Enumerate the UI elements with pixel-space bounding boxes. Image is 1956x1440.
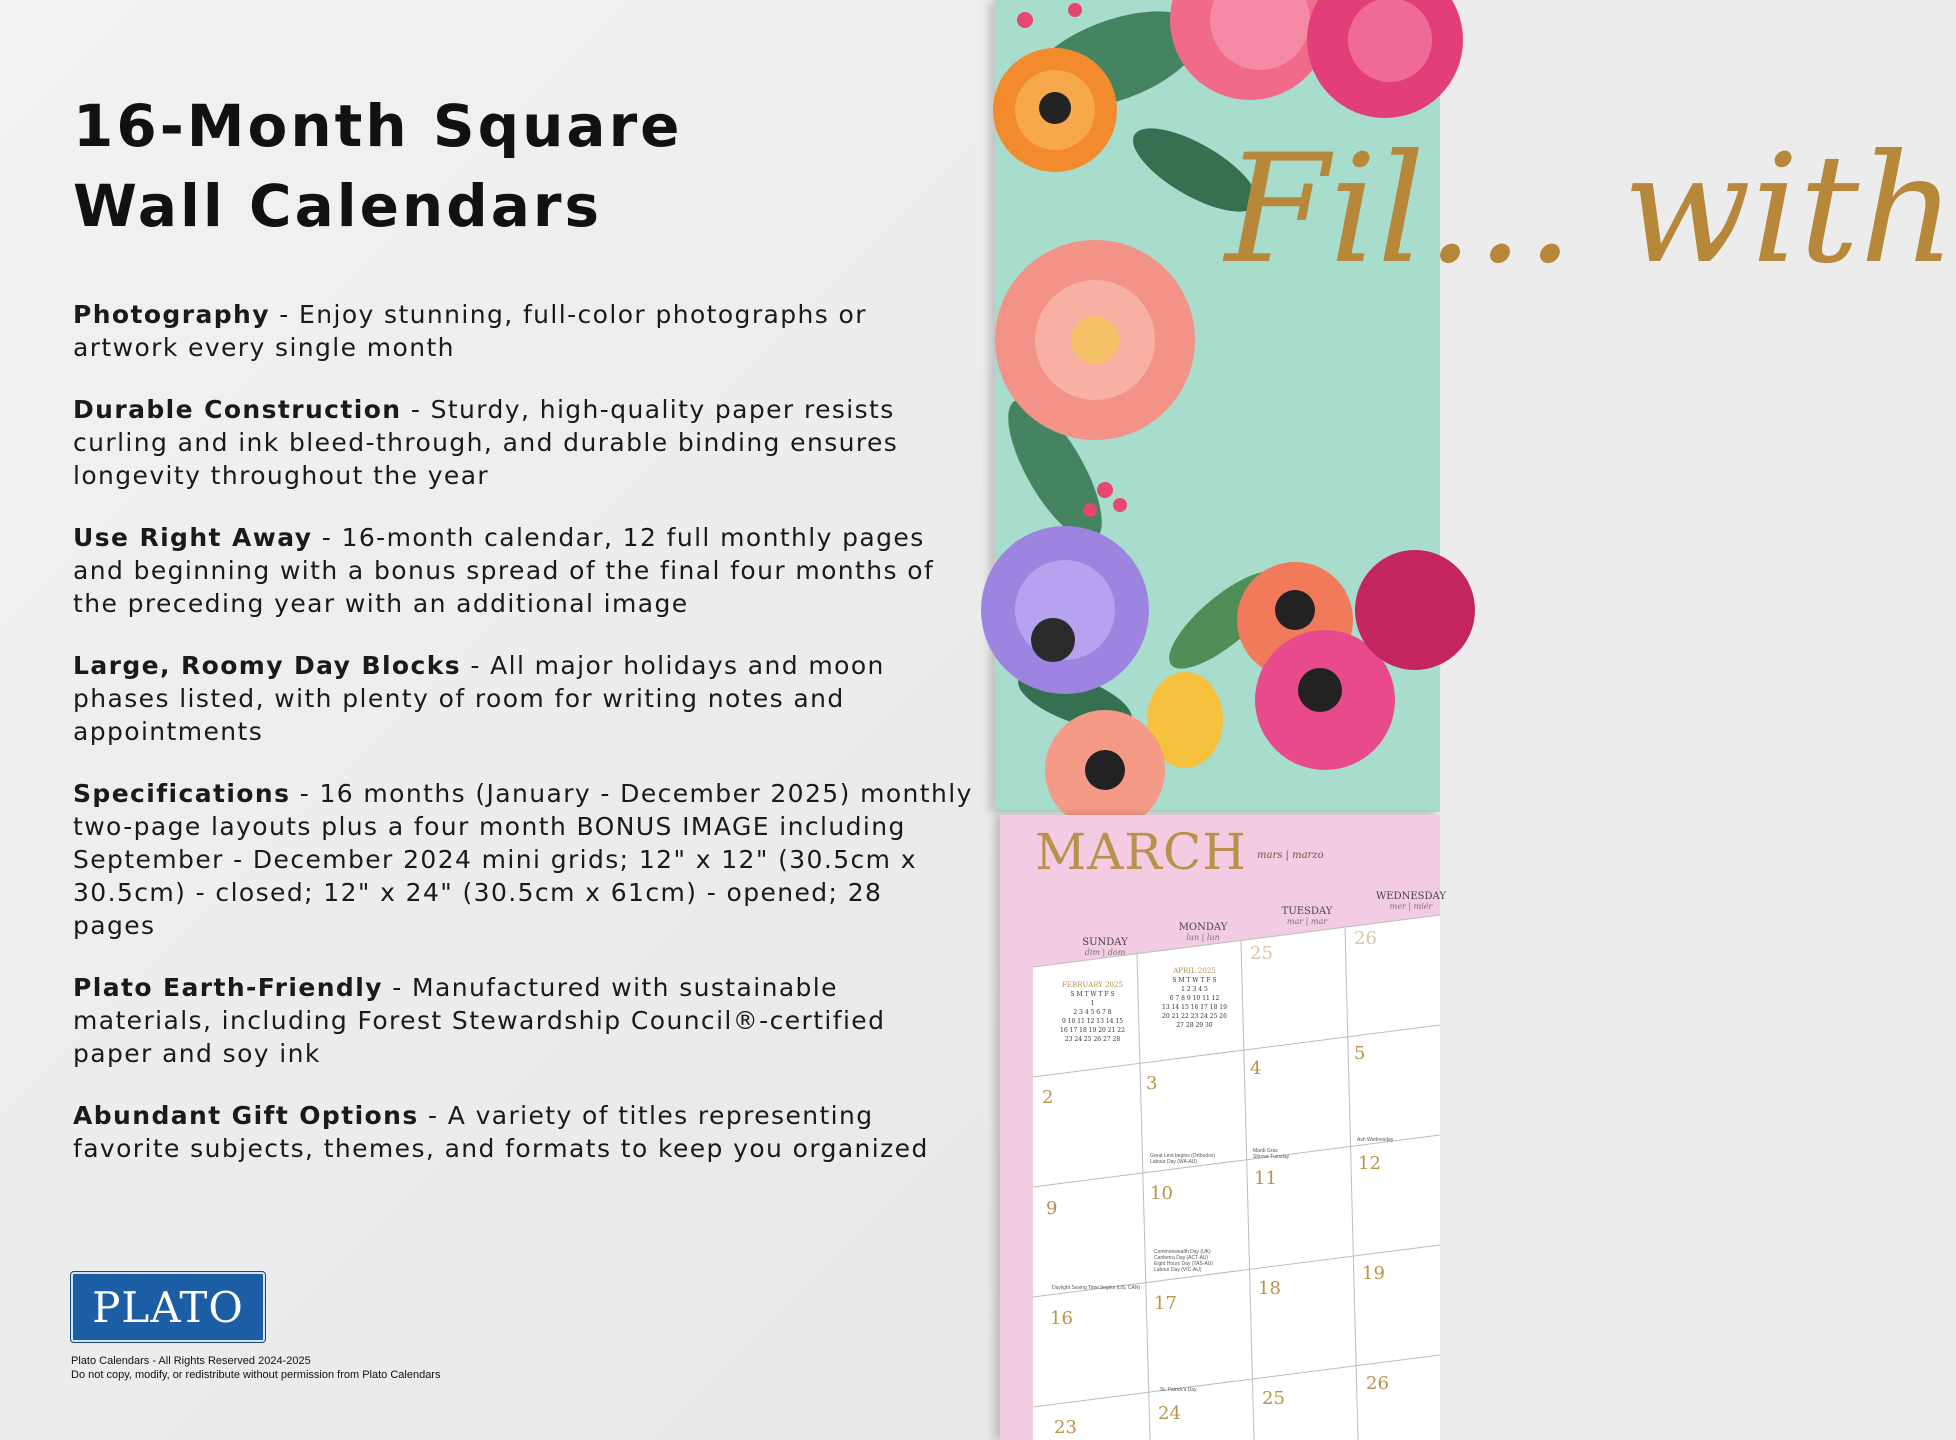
day-sub: mar | mar <box>1286 917 1328 926</box>
mini-header: S M T W T F S <box>1070 991 1115 998</box>
day-number: 26 <box>1354 928 1377 949</box>
calendar-image <box>985 0 1956 1440</box>
holiday-note: St. Patrick's Day <box>1160 1387 1197 1393</box>
day-name: WEDNESDAY <box>1376 891 1446 902</box>
day-number: 24 <box>1158 1403 1181 1424</box>
day-number: 9 <box>1046 1198 1058 1219</box>
month-subtitle: mars | marzo <box>1257 850 1324 861</box>
copyright-line-2: Do not copy, modify, or redistribute without permission from Plato Calendars <box>71 1369 441 1381</box>
mini-title: FEBRUARY 2025 <box>1062 981 1123 989</box>
day-number: 11 <box>1254 1168 1277 1189</box>
day-number: 23 <box>1054 1417 1077 1438</box>
feature-heading: Durable Construction <box>73 395 402 424</box>
holiday-note: Daylight Saving Time begins (US, CAN) <box>1052 1285 1141 1291</box>
day-number: 18 <box>1258 1278 1281 1299</box>
day-number: 5 <box>1354 1043 1366 1064</box>
feature-text: - 16-month calendar, 12 full monthly pages and beginning with a bonus spread of the final four months of the preceding year with an additional image <box>73 523 935 618</box>
feature-text: - All major holidays and moon phases listed, with plenty of room for writing notes and appointments <box>73 651 885 746</box>
feature-gift-options <box>73 1099 973 1165</box>
logo-text: PLATO <box>92 1282 244 1332</box>
mini-row: 6 7 8 9 10 11 12 <box>1169 995 1220 1002</box>
mini-title: APRIL 2025 <box>1173 967 1216 975</box>
day-number: 16 <box>1050 1308 1073 1329</box>
day-number: 17 <box>1154 1293 1177 1314</box>
day-name: TUESDAY <box>1281 906 1333 917</box>
feature-use-right-away <box>73 521 973 620</box>
holiday-note: Mardi Gras Shrove Tuesday <box>1253 1148 1290 1160</box>
mini-calendar-april <box>1152 967 1237 1030</box>
title-line-2: Wall Calendars <box>73 172 602 240</box>
day-number: 26 <box>1366 1373 1389 1394</box>
feature-heading: Abundant Gift Options <box>73 1101 419 1130</box>
feature-heading: Plato Earth-Friendly <box>73 973 383 1002</box>
feature-text: - A variety of titles representing favorite subjects, themes, and formats to keep you organized <box>73 1101 929 1163</box>
floral-artwork <box>995 0 1956 812</box>
script-lettering: Fil… with <box>1225 123 1956 297</box>
feature-text: - Sturdy, high-quality paper resists curling and ink bleed-through, and durable binding ensures longevity throughout the year <box>73 395 899 490</box>
day-number: 2 <box>1042 1087 1054 1108</box>
day-number: 12 <box>1358 1153 1381 1174</box>
feature-earth-friendly <box>73 971 973 1070</box>
day-name: SUNDAY <box>1082 937 1128 948</box>
mini-row: 13 14 15 16 17 18 19 <box>1162 1004 1227 1011</box>
feature-text: - 16 months (January - December 2025) monthly two-page layouts plus a four month BONUS IMAGE including September - December 2024 mini grids; 12" x 12" (30.5cm x 30.5cm) - closed; 12" x 24" (30.5cm x 61cm) - opened; 28 pages <box>73 779 973 940</box>
feature-photography <box>73 298 973 364</box>
day-number: 25 <box>1262 1388 1285 1409</box>
calendar-grid-page <box>1000 815 1446 1440</box>
day-number: 10 <box>1150 1183 1173 1204</box>
mini-row: 1 <box>1090 1000 1095 1007</box>
feature-heading: Photography <box>73 300 270 329</box>
month-title: MARCH <box>1035 823 1247 881</box>
feature-text: - Manufactured with sustainable materials, including Forest Stewardship Council®-certified paper and soy ink <box>73 973 886 1068</box>
calendar-grid-lines <box>1000 815 1440 1440</box>
feature-specifications <box>73 777 973 942</box>
day-number: 3 <box>1146 1073 1158 1094</box>
day-sub: lun | lun <box>1186 933 1220 942</box>
day-sub: dim | dom <box>1084 948 1126 957</box>
day-number: 19 <box>1362 1263 1385 1284</box>
mini-row: 27 28 29 30 <box>1176 1022 1213 1029</box>
day-name: MONDAY <box>1178 922 1228 933</box>
mini-calendar-february <box>1050 981 1135 1044</box>
mini-row: 16 17 18 19 20 21 22 <box>1060 1027 1125 1034</box>
mini-row: 1 2 3 4 5 <box>1181 986 1208 993</box>
holiday-note: Commonwealth Day (UK) Canberra Day (ACT-AU) Eight Hours Day (TAS-AU) Labour Day (VIC-AU) <box>1154 1249 1214 1273</box>
feature-panel <box>73 86 973 1194</box>
feature-heading: Specifications <box>73 779 291 808</box>
copyright-line-1: Plato Calendars - All Rights Reserved 2024-2025 <box>71 1355 311 1367</box>
feature-heading: Large, Roomy Day Blocks <box>73 651 462 680</box>
day-number: 4 <box>1250 1058 1262 1079</box>
holiday-note: Ash Wednesday <box>1357 1137 1394 1143</box>
mini-row: 23 24 25 26 27 28 <box>1064 1036 1121 1043</box>
feature-day-blocks <box>73 649 973 748</box>
mini-row: 20 21 22 23 24 25 26 <box>1162 1013 1227 1020</box>
title-line-1: 16-Month Square <box>73 92 683 160</box>
page-title <box>73 86 973 246</box>
holiday-note: Great Lent begins (Orthodox) Labour Day (WA-AU) <box>1150 1153 1216 1165</box>
feature-heading: Use Right Away <box>73 523 313 552</box>
plato-logo <box>71 1272 265 1342</box>
feature-text: - Enjoy stunning, full-color photographs or artwork every single month <box>73 300 867 362</box>
day-number: 25 <box>1250 943 1273 964</box>
mini-row: 2 3 4 5 6 7 8 <box>1073 1009 1112 1016</box>
day-sub: mer | miér <box>1389 902 1433 911</box>
mini-row: 9 10 11 12 13 14 15 <box>1061 1018 1124 1025</box>
feature-durable <box>73 393 973 492</box>
copyright <box>71 1354 440 1382</box>
mini-header: S M T W T F S <box>1172 977 1217 984</box>
